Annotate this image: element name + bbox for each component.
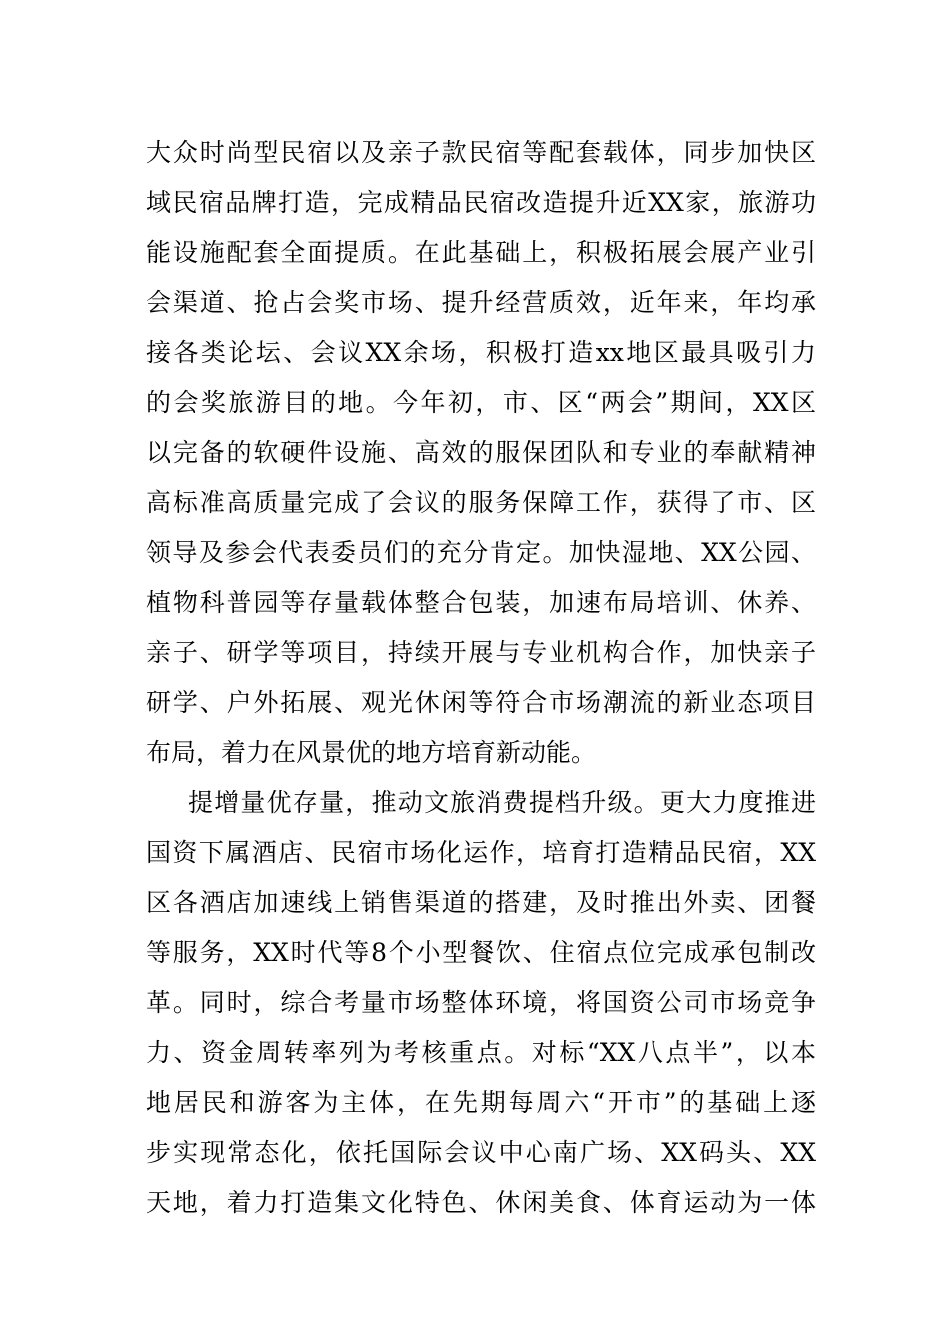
- text-line: 大众时尚型民宿以及亲子款民宿等配套载体，同步加快区: [146, 138, 816, 167]
- text-line: 天地，着力打造集文化特色、休闲美食、体育运动为一体: [146, 1188, 816, 1217]
- text-line: 力、资金周转率列为考核重点。对标“XX八点半”，以本: [146, 1038, 816, 1067]
- text-line: 的会奖旅游目的地。今年初，市、区“两会”期间，XX区: [146, 388, 816, 417]
- text-line: 会渠道、抢占会奖市场、提升经营质效，近年来，年均承: [146, 288, 816, 317]
- text-line: 域民宿品牌打造，完成精品民宿改造提升近XX家，旅游功: [146, 188, 816, 217]
- text-line: 高标准高质量完成了会议的服务保障工作，获得了市、区: [146, 488, 816, 517]
- text-line: 研学、户外拓展、观光休闲等符合市场潮流的新业态项目: [146, 688, 816, 717]
- text-line: 能设施配套全面提质。在此基础上，积极拓展会展产业引: [146, 238, 816, 267]
- text-line: 接各类论坛、会议XX余场，积极打造xx地区最具吸引力: [146, 338, 816, 367]
- paragraph-2: [146, 778, 816, 1228]
- text-line: 布局，着力在风景优的地方培育新动能。: [146, 738, 597, 767]
- text-line: 以完备的软硬件设施、高效的服保团队和专业的奉献精神: [146, 438, 816, 467]
- document-body: [146, 128, 816, 1228]
- text-line: 国资下属酒店、民宿市场化运作，培育打造精品民宿，XX: [146, 838, 816, 867]
- text-line: 步实现常态化，依托国际会议中心南广场、XX码头、XX: [146, 1138, 816, 1167]
- text-line: 领导及参会代表委员们的充分肯定。加快湿地、XX公园、: [146, 538, 816, 567]
- text-line: 革。同时，综合考量市场整体环境，将国资公司市场竞争: [146, 988, 816, 1017]
- text-line: 提增量优存量，推动文旅消费提档升级。更大力度推进: [188, 788, 816, 817]
- text-line: 地居民和游客为主体，在先期每周六“开市”的基础上逐: [146, 1088, 816, 1117]
- text-line: 区各酒店加速线上销售渠道的搭建，及时推出外卖、团餐: [146, 888, 816, 917]
- text-line: 亲子、研学等项目，持续开展与专业机构合作，加快亲子: [146, 638, 816, 667]
- text-line: 等服务，XX时代等8个小型餐饮、住宿点位完成承包制改: [146, 938, 816, 967]
- paragraph-1: [146, 128, 816, 778]
- text-line: 植物科普园等存量载体整合包装，加速布局培训、休养、: [146, 588, 816, 617]
